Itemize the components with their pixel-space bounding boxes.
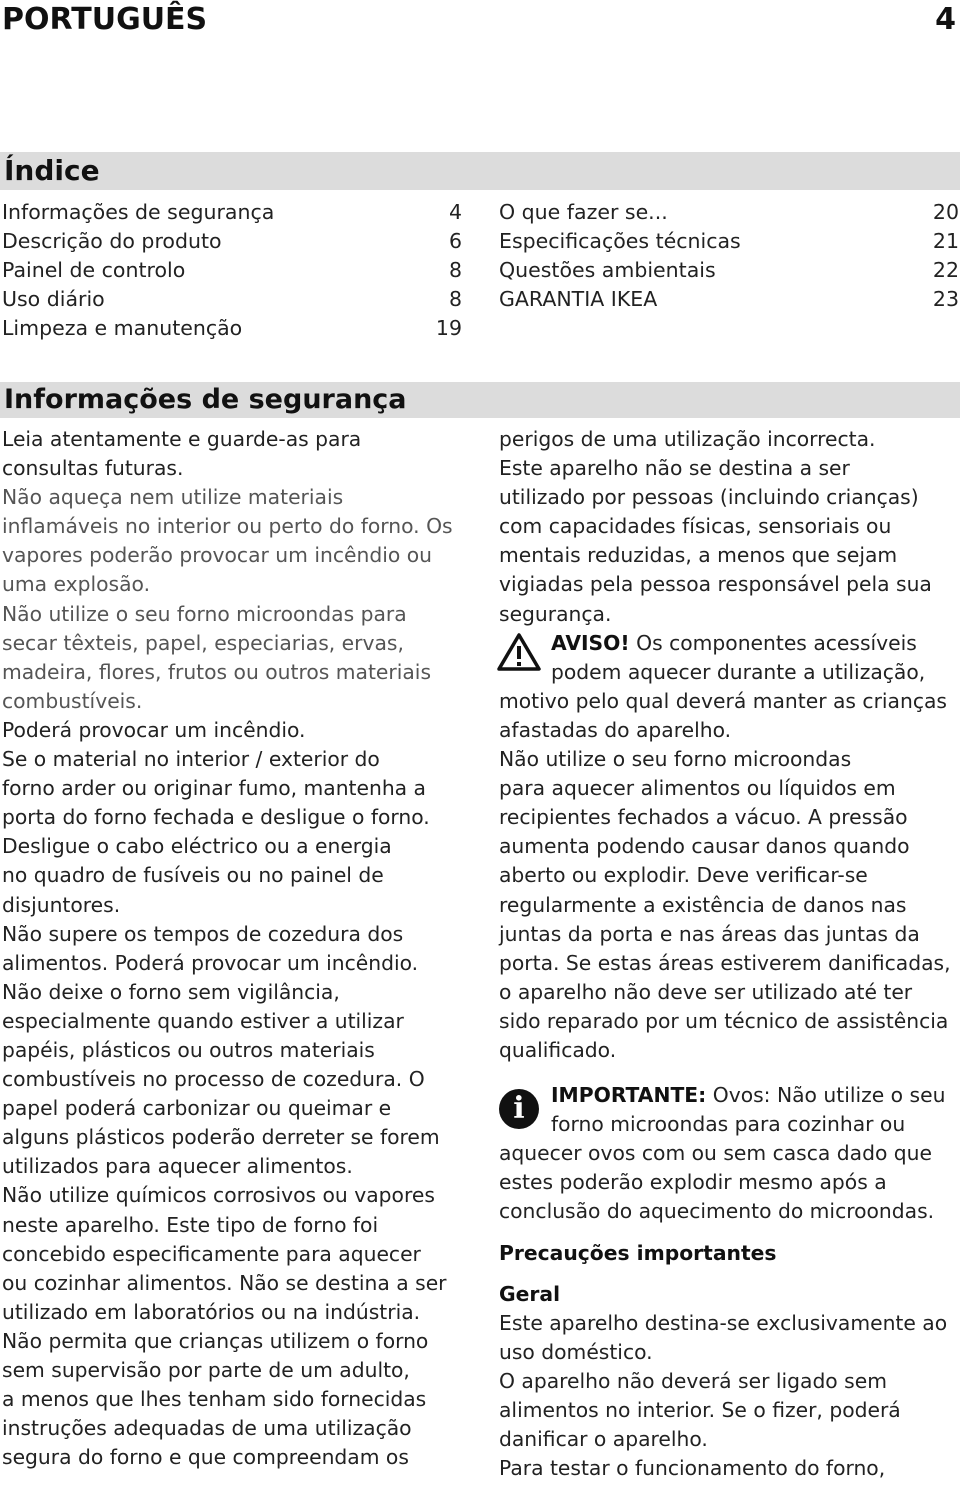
text-line: utilizado em laboratórios ou na indústria.	[2, 1299, 421, 1324]
toc-entry-page: 23	[932, 287, 959, 311]
text-line: Não deixe o forno sem vigilância,	[2, 979, 340, 1004]
text-line: perigos de uma utilização incorrecta.	[499, 427, 876, 451]
text-line: uma explosão.	[2, 572, 151, 597]
text-line: alimentos. Poderá provocar um incêndio.	[2, 950, 419, 975]
text-line: mentais reduzidas, a menos que sejam	[499, 543, 898, 568]
text-line: sido reparado por um técnico de assistência	[499, 1008, 949, 1033]
toc-entry-page: 20	[932, 200, 959, 224]
text-line: Este aparelho não se destina a ser	[499, 456, 850, 481]
toc-entry-label: O que fazer se...	[499, 200, 668, 224]
text-line: papel poderá carbonizar ou queimar e	[2, 1096, 392, 1121]
toc-entry-page: 19	[435, 316, 462, 340]
toc-entry-label: Questões ambientais	[499, 258, 716, 282]
text-line: alimentos no interior. Se o fizer, poderá	[499, 1398, 901, 1422]
toc-entry[interactable]	[2, 256, 462, 285]
text-line: inflamáveis no interior ou perto do forno. Os	[2, 514, 453, 539]
text-line: porta. Se estas áreas estiverem danificadas,	[499, 950, 951, 975]
general-heading: Geral	[499, 1281, 561, 1306]
toc-entry-label: Limpeza e manutenção	[2, 316, 243, 340]
text-line: estes poderão explodir mesmo após a	[499, 1170, 887, 1195]
section-language-title: PORTUGUÊS	[2, 2, 208, 37]
text-line	[499, 629, 959, 658]
info-icon: i	[499, 1089, 539, 1129]
text-line: conclusão do aquecimento do microondas.	[499, 1199, 935, 1224]
text-line: forno microondas para cozinhar ou	[551, 1112, 906, 1137]
toc-entry[interactable]	[2, 227, 462, 256]
text-line: porta do forno fechada e desligue o forno.	[2, 805, 430, 830]
text-line: Para testar o funcionamento do forno,	[499, 1456, 886, 1481]
text-line: juntas da porta e nas áreas das juntas da	[499, 921, 920, 946]
text-line: utilizados para aquecer alimentos.	[2, 1154, 353, 1179]
important-text: Ovos: Não utilize o seu	[706, 1083, 946, 1108]
toc-entry-label: Especificações técnicas	[499, 229, 741, 253]
important-notice	[499, 1081, 959, 1139]
index-title: Índice	[4, 154, 100, 187]
toc-entry[interactable]	[2, 198, 462, 227]
text-line: segurança.	[499, 601, 612, 626]
text-line: forno arder ou originar fumo, mantenha a	[2, 776, 426, 801]
text-line: Não utilize químicos corrosivos ou vapores	[2, 1183, 435, 1208]
warning-label: AVISO!	[551, 630, 630, 655]
text-line: disjuntores.	[2, 892, 121, 917]
text-line: madeira, flores, frutos ou outros materiais	[2, 659, 432, 684]
text-line: alguns plásticos poderão derreter se forem	[2, 1125, 440, 1150]
toc-entry-label: Informações de segurança	[2, 200, 275, 224]
text-line: sem supervisão por parte de um adulto,	[2, 1358, 410, 1382]
text-line: Não utilize o seu forno microondas	[499, 747, 852, 772]
text-line: o aparelho não deve ser utilizado até ter	[499, 979, 913, 1004]
spacer	[499, 1268, 959, 1280]
text-line: podem aquecer durante a utilização,	[551, 659, 926, 684]
toc-entry-page: 6	[448, 229, 462, 253]
text-line: papéis, plásticos ou outros materiais	[2, 1037, 375, 1062]
spacer	[499, 1227, 959, 1239]
spacer	[499, 1065, 959, 1081]
text-line: a menos que lhes tenham sido fornecidas	[2, 1387, 427, 1412]
toc-right-column	[499, 198, 959, 314]
safety-heading-bar	[0, 382, 960, 418]
toc-entry[interactable]	[499, 198, 959, 227]
text-line: Não permita que crianças utilizem o forno	[2, 1328, 429, 1353]
toc-entry-page: 8	[448, 258, 462, 282]
text-line: no quadro de fusíveis ou no painel de	[2, 863, 384, 888]
warning-notice	[499, 629, 959, 687]
toc-entry-page: 4	[448, 200, 462, 224]
toc-entry-label: Painel de controlo	[2, 258, 186, 282]
index-heading-bar	[0, 152, 960, 190]
text-line: Se o material no interior / exterior do	[2, 747, 380, 772]
text-line: regularmente a existência de danos nas	[499, 892, 907, 917]
toc-entry-label: Uso diário	[2, 287, 105, 311]
text-line: especialmente quando estiver a utilizar	[2, 1008, 404, 1033]
text-line: vapores poderão provocar um incêndio ou	[2, 543, 432, 568]
text-line: aquecer ovos com ou sem casca dado que	[499, 1141, 933, 1166]
text-line: instruções adequadas de uma utilização	[2, 1416, 412, 1441]
text-line: recipientes fechados a vácuo. A pressão	[499, 805, 908, 830]
toc-entry[interactable]	[499, 285, 959, 314]
warning-text: Os componentes acessíveis	[629, 630, 917, 655]
warning-triangle-icon	[497, 633, 541, 671]
text-line: utilizado por pessoas (incluindo crianças)	[499, 485, 919, 510]
text-line: segura do forno e que compreendam os	[2, 1445, 409, 1470]
toc-entry[interactable]	[499, 227, 959, 256]
toc-entry[interactable]	[499, 256, 959, 285]
text-line: combustíveis.	[2, 688, 143, 713]
safety-right-column	[499, 425, 959, 1483]
text-line: uso doméstico.	[499, 1339, 653, 1364]
text-line: Desligue o cabo eléctrico ou a energia	[2, 834, 392, 859]
text-line: qualificado.	[499, 1037, 617, 1062]
safety-title: Informações de segurança	[4, 384, 407, 415]
text-line: secar têxteis, papel, especiarias, ervas,	[2, 630, 404, 655]
text-line: vigiadas pela pessoa responsável pela sua	[499, 572, 932, 597]
page-number: 4	[935, 2, 956, 37]
text-line: Leia atentamente e guarde-as para	[2, 427, 362, 451]
toc-entry[interactable]	[2, 285, 462, 314]
text-line	[499, 1081, 959, 1110]
text-line: Este aparelho destina-se exclusivamente ao	[499, 1310, 948, 1335]
toc-entry-label: GARANTIA IKEA	[499, 287, 658, 311]
toc-left-column	[2, 198, 462, 343]
text-line: neste aparelho. Este tipo de forno foi	[2, 1212, 379, 1237]
text-line: Não aqueça nem utilize materiais	[2, 485, 344, 510]
toc-entry-page: 21	[932, 229, 959, 253]
text-line: aumenta podendo causar danos quando	[499, 834, 910, 859]
toc-entry-label: Descrição do produto	[2, 229, 222, 253]
text-line: afastadas do aparelho.	[499, 717, 732, 742]
text-line: aberto ou explodir. Deve verificar-se	[499, 863, 868, 888]
text-line: consultas futuras.	[2, 456, 184, 481]
text-line: combustíveis no processo de cozedura. O	[2, 1067, 425, 1092]
safety-left-column	[2, 425, 462, 1472]
text-line: Poderá provocar um incêndio.	[2, 717, 306, 742]
text-line: para aquecer alimentos ou líquidos em	[499, 776, 896, 801]
text-line: Não utilize o seu forno microondas para	[2, 601, 407, 626]
text-line: Não supere os tempos de cozedura dos	[2, 921, 404, 946]
text-line: com capacidades físicas, sensoriais ou	[499, 514, 892, 539]
text-line: concebido especificamente para aquecer	[2, 1241, 421, 1266]
text-line: motivo pelo qual deverá manter as crianças	[499, 688, 947, 713]
text-line: ou cozinhar alimentos. Não se destina a ser	[2, 1270, 447, 1295]
toc-entry-page: 8	[448, 287, 462, 311]
toc-entry-page: 22	[932, 258, 959, 282]
text-line: danificar o aparelho.	[499, 1427, 708, 1452]
toc-entry[interactable]	[2, 314, 462, 343]
important-label: IMPORTANTE:	[551, 1083, 707, 1108]
text-line: O aparelho não deverá ser ligado sem	[499, 1368, 887, 1393]
precautions-heading: Precauções importantes	[499, 1240, 777, 1265]
